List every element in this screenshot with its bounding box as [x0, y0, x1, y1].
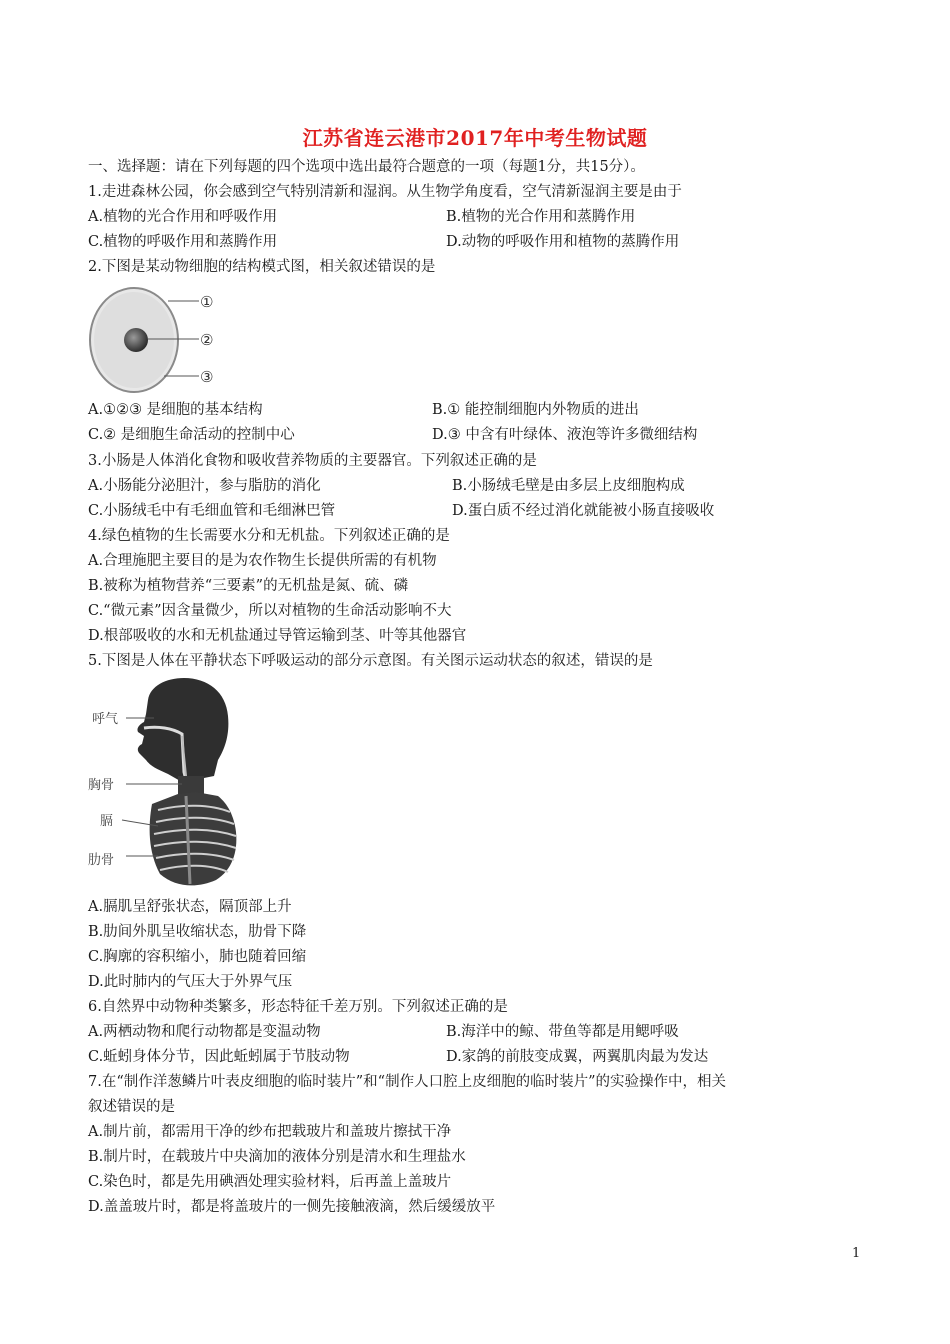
question-4-option-b: B.被称为植物营养“三要素”的无机盐是氮、硫、磷	[88, 578, 409, 594]
question-4-option-d: D.根部吸收的水和无机盐通过导管运输到茎、叶等其他器官	[88, 628, 467, 644]
page-title: 江苏省连云港市2017年中考生物试题	[302, 126, 648, 150]
question-6-option-a: A.两栖动物和爬行动物都是变温动物	[88, 1024, 321, 1040]
question-5-option-a: A.膈肌呈舒张状态，隔顶部上升	[88, 899, 292, 915]
question-7-option-c: C.染色时，都是先用碘酒处理实验材料，后再盖上盖玻片	[88, 1174, 452, 1190]
question-7-stem-line1: 7.在“制作洋葱鳞片叶表皮细胞的临时装片”和“制作人口腔上皮细胞的临时装片”的实验操作中，相关	[88, 1074, 726, 1090]
question-1-stem: 1.走进森林公园，你会感到空气特别清新和湿润。从生物学角度看，空气清新湿润主要是由于	[88, 184, 682, 200]
question-2-stem: 2.下图是某动物细胞的结构模式图，相关叙述错误的是	[88, 259, 436, 275]
question-3-option-a: A.小肠能分泌胆汁，参与脂肪的消化	[88, 478, 321, 494]
question-2-option-b: B.① 能控制细胞内外物质的进出	[432, 402, 639, 418]
question-2-option-c: C.② 是细胞生命活动的控制中心	[88, 427, 295, 443]
question-5-option-d: D.此时肺内的气压大于外界气压	[88, 974, 293, 990]
label-exhale: 呼气	[92, 712, 119, 727]
question-5-stem: 5.下图是人体在平静状态下呼吸运动的部分示意图。有关图示运动状态的叙述，错误的是	[88, 653, 653, 669]
question-3-option-c: C.小肠绒毛中有毛细血管和毛细淋巴管	[88, 503, 336, 519]
label-ribs: 肋骨	[88, 853, 115, 868]
question-3-stem: 3.小肠是人体消化食物和吸收营养物质的主要器官。下列叙述正确的是	[88, 453, 537, 469]
question-7-option-b: B.制片时，在载玻片中央滴加的液体分别是清水和生理盐水	[88, 1149, 466, 1165]
breathing-figure	[86, 676, 256, 890]
question-6-stem: 6.自然界中动物种类繁多，形态特征千差万别。下列叙述正确的是	[88, 999, 508, 1015]
question-7-stem-line2: 叙述错误的是	[88, 1099, 175, 1115]
cell-label-2: ②	[200, 331, 214, 349]
question-4-option-c: C.“微元素”因含量微少，所以对植物的生命活动影响不大	[88, 603, 452, 619]
question-2-option-a: A.①②③ 是细胞的基本结构	[88, 402, 263, 418]
question-1-option-c: C.植物的呼吸作用和蒸腾作用	[88, 234, 278, 250]
question-7-option-a: A.制片前，都需用干净的纱布把载玻片和盖玻片擦拭干净	[88, 1124, 452, 1140]
cell-label-1: ①	[200, 293, 214, 311]
question-4-option-a: A.合理施肥主要目的是为农作物生长提供所需的有机物	[88, 553, 437, 569]
label-sternum: 胸骨	[88, 778, 115, 793]
animal-cell-figure	[86, 284, 226, 396]
page-number: 1	[852, 1246, 861, 1261]
question-1-option-b: B.植物的光合作用和蒸腾作用	[446, 209, 636, 225]
question-7-option-d: D.盖盖玻片时，都是将盖玻片的一侧先接触液滴，然后缓缓放平	[88, 1199, 496, 1215]
question-1-option-a: A.植物的光合作用和呼吸作用	[88, 209, 278, 225]
question-3-option-d: D.蛋白质不经过消化就能被小肠直接吸收	[452, 503, 715, 519]
label-diaphragm: 膈	[100, 814, 114, 829]
question-6-option-d: D.家鸽的前肢变成翼，两翼肌肉最为发达	[446, 1049, 709, 1065]
section-heading: 一、选择题：请在下列每题的四个选项中选出最符合题意的一项（每题1分，共15分）。	[88, 159, 645, 175]
question-6-option-c: C.蚯蚓身体分节，因此蚯蚓属于节肢动物	[88, 1049, 350, 1065]
question-1-option-d: D.动物的呼吸作用和植物的蒸腾作用	[446, 234, 680, 250]
question-5-option-c: C.胸廓的容积缩小，肺也随着回缩	[88, 949, 307, 965]
question-3-option-b: B.小肠绒毛壁是由多层上皮细胞构成	[452, 478, 685, 494]
question-2-option-d: D.③ 中含有叶绿体、液泡等许多微细结构	[432, 427, 698, 443]
question-4-stem: 4.绿色植物的生长需要水分和无机盐。下列叙述正确的是	[88, 528, 450, 544]
nucleus	[124, 328, 148, 352]
question-6-option-b: B.海洋中的鲸、带鱼等都是用鳃呼吸	[446, 1024, 679, 1040]
question-5-option-b: B.肋间外肌呈收缩状态，肋骨下降	[88, 924, 307, 940]
cell-label-3: ③	[200, 368, 214, 386]
